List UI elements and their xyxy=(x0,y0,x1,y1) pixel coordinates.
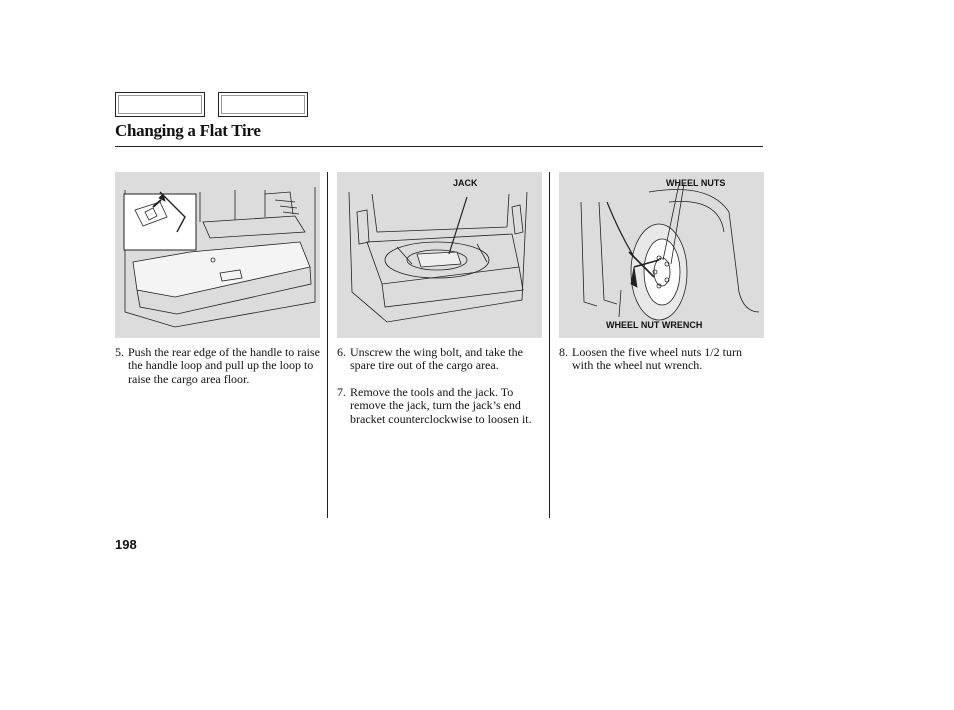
step-text: Loosen the five wheel nuts 1/2 turn with the wheel nut wrench. xyxy=(572,345,742,373)
step-text: Remove the tools and the jack. To remove the jack, turn the jack’s end bracket counterclockwise to loosen it. xyxy=(350,385,532,426)
step-6 xyxy=(337,346,545,373)
step-number: 6. xyxy=(337,345,346,359)
column-divider xyxy=(549,172,550,518)
nav-button-main-menu[interactable] xyxy=(115,92,205,117)
step-text: Push the rear edge of the handle to raise the handle loop and pull up the loop to raise the cargo area floor. xyxy=(128,345,320,386)
cargo-floor-figure xyxy=(115,172,320,338)
step-5 xyxy=(115,346,323,386)
page-title: Changing a Flat Tire xyxy=(115,121,261,140)
step-number: 8. xyxy=(559,345,568,359)
cargo-floor-handle-illustration xyxy=(115,172,320,338)
spare-tire-jack-illustration xyxy=(337,172,542,338)
step-7 xyxy=(337,386,545,426)
page-number: 198 xyxy=(115,537,137,552)
step-number: 5. xyxy=(115,345,124,359)
spare-tire-figure xyxy=(337,172,542,338)
nav-button-table-of-contents[interactable] xyxy=(218,92,308,117)
wheel-nut-wrench-label: WHEEL NUT WRENCH xyxy=(606,320,703,330)
wheel-nut-wrench-illustration xyxy=(559,172,764,338)
wheel-nuts-figure xyxy=(559,172,764,338)
step-text: Unscrew the wing bolt, and take the spare tire out of the cargo area. xyxy=(350,345,523,373)
step-8 xyxy=(559,346,764,373)
title-divider xyxy=(115,146,763,147)
step-number: 7. xyxy=(337,385,346,399)
wheel-nuts-label: WHEEL NUTS xyxy=(666,178,726,188)
jack-label: JACK xyxy=(453,178,478,188)
column-divider xyxy=(327,172,328,518)
